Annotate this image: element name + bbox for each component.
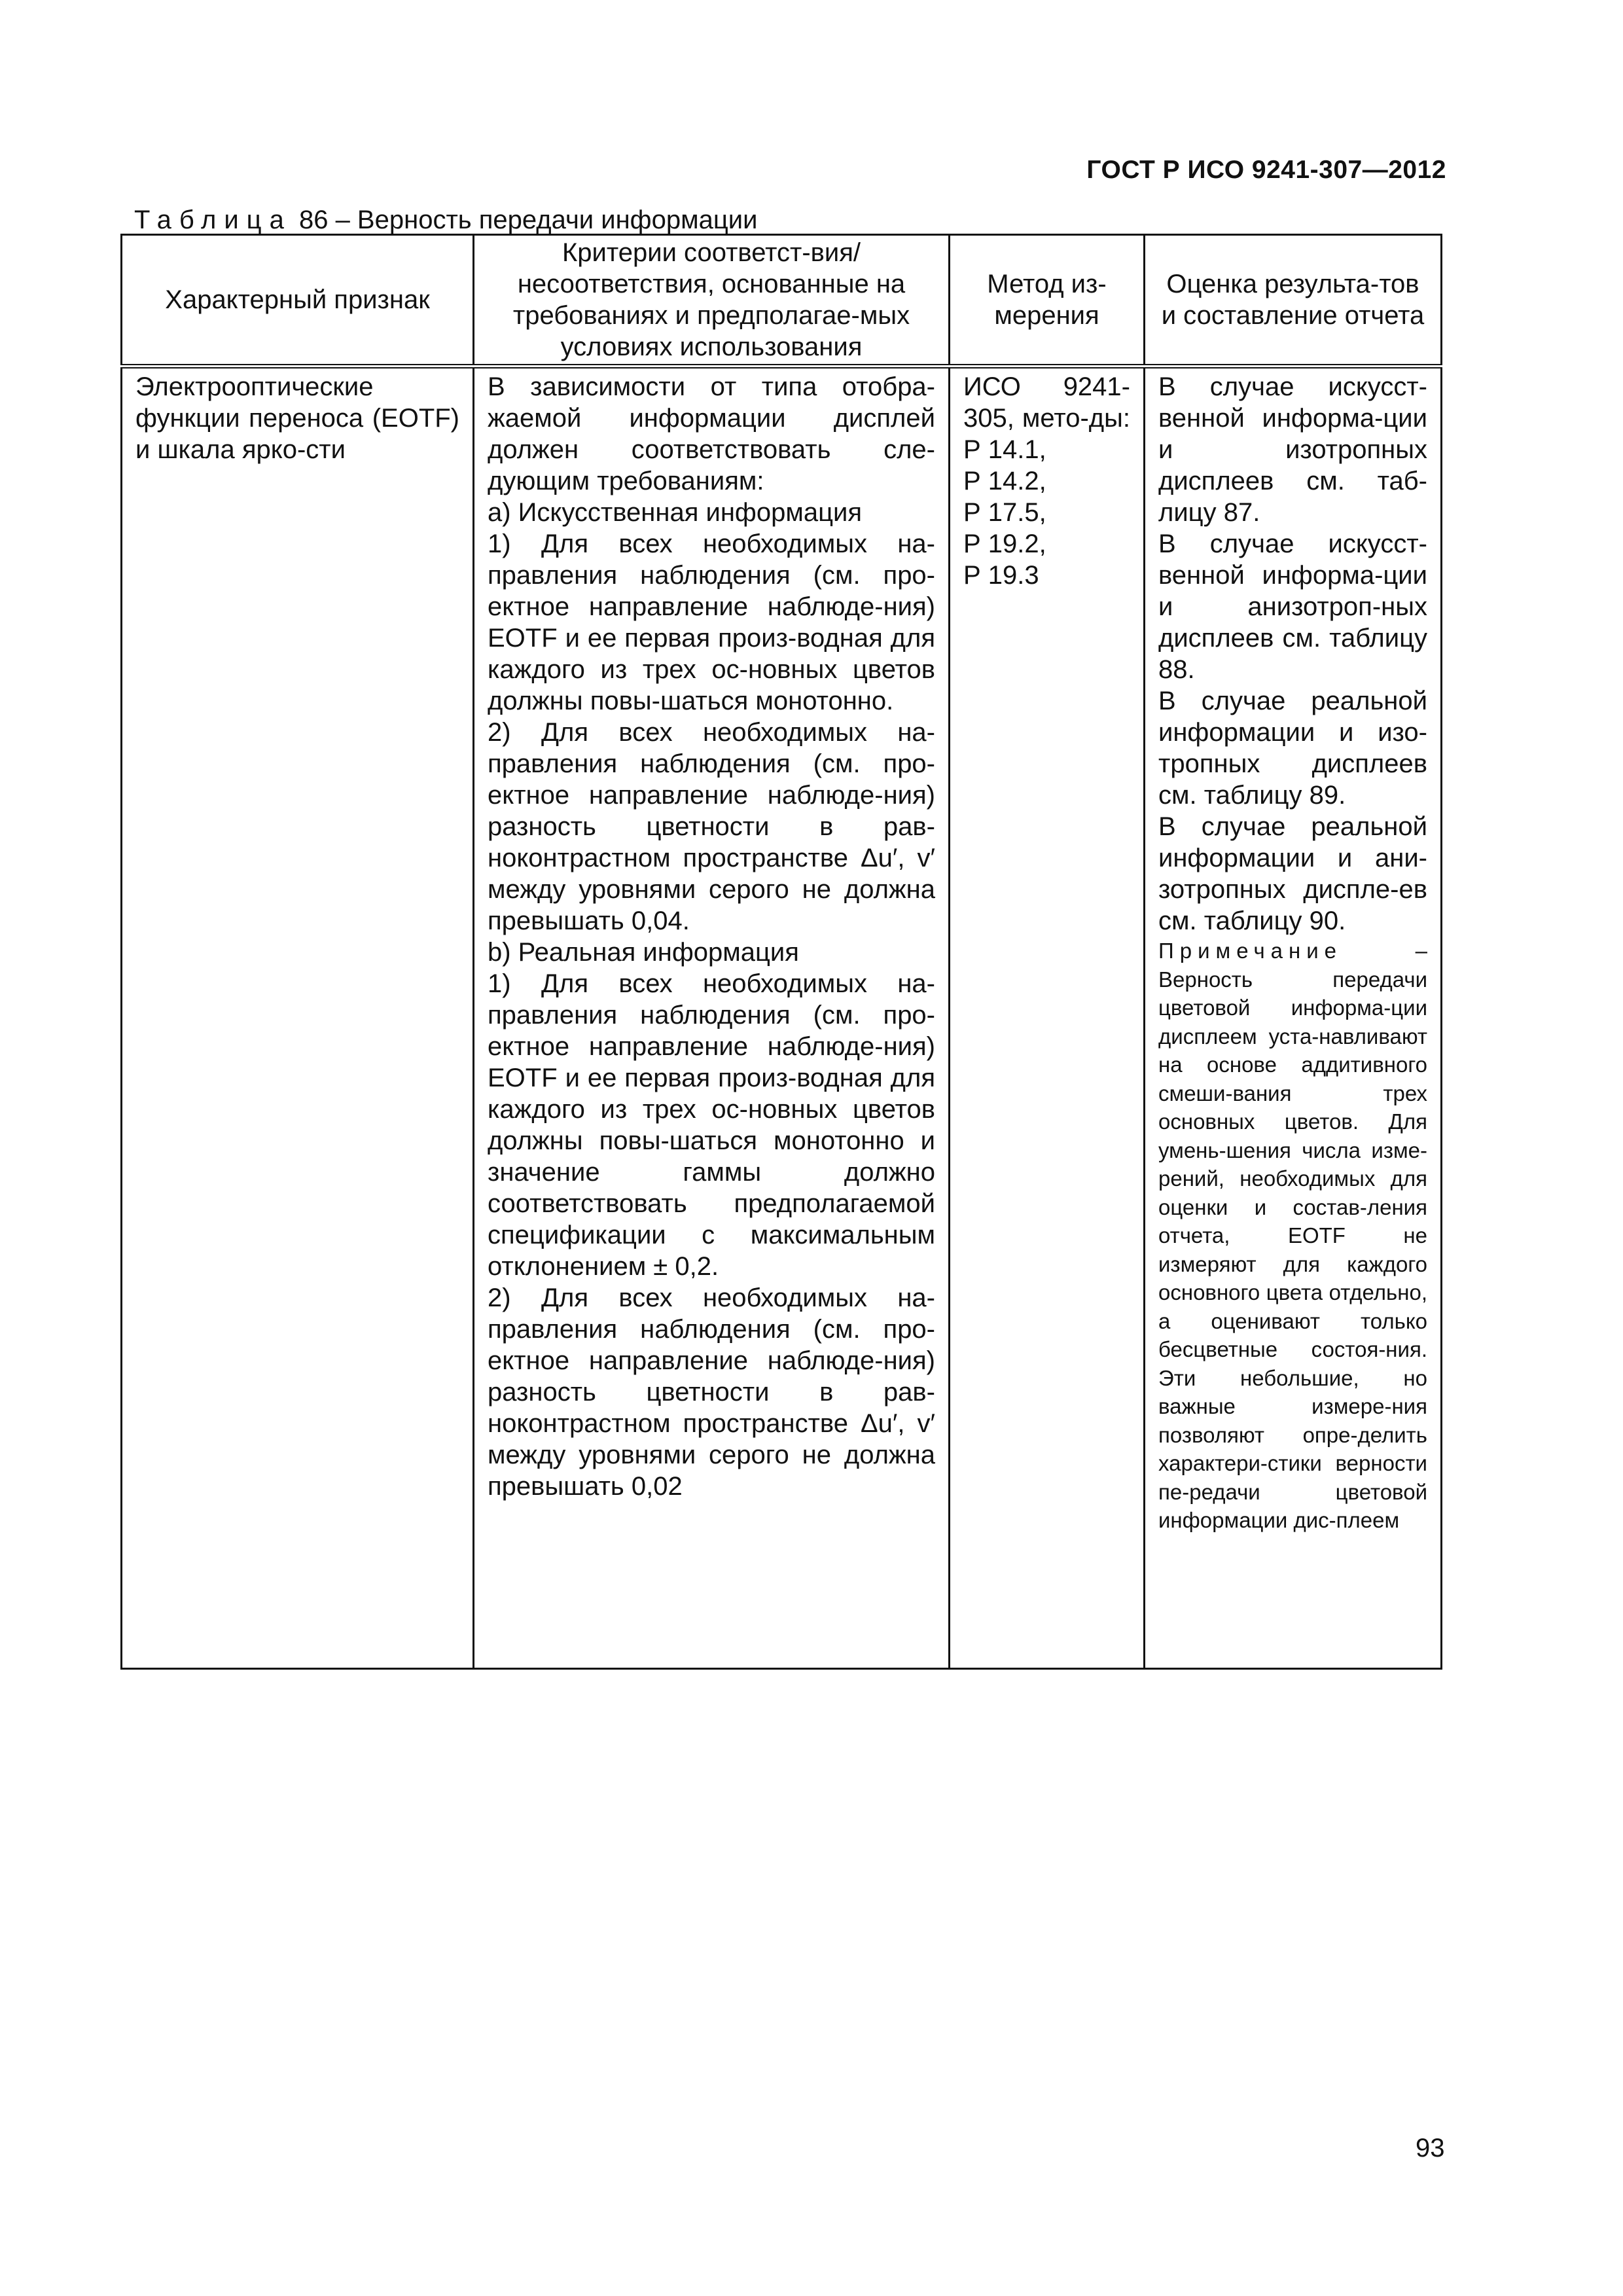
document-code: ГОСТ Р ИСО 9241-307—2012 xyxy=(1086,156,1446,184)
table-row xyxy=(122,367,1442,1669)
criteria-a-title: a) Искусственная информация xyxy=(488,498,862,527)
cell-evaluation xyxy=(1145,367,1442,1669)
table-header-row xyxy=(122,235,1442,367)
table-caption-text: 86 – Верность передачи информации xyxy=(298,206,758,234)
method-line: Р 19.3 xyxy=(963,561,1039,590)
criteria-b1: 1) Для всех необходимых на-правления наблюдения (см. про-ектное направление наблюде-ния) EOTF и ее первая произ-водная для каждого из трех ос-новных цветов должны повы-шаться монотонно и значение гаммы должно соответствовать предполагаемой спецификации с максимальным отклонением ± 0,2. xyxy=(488,969,935,1281)
table-caption-label: Таблица xyxy=(134,206,292,234)
cell-method xyxy=(950,367,1145,1669)
method-line: Р 17.5, xyxy=(963,498,1046,527)
criteria-a1: 1) Для всех необходимых на-правления наблюдения (см. про-ектное направление наблюде-ния) EOTF и ее первая произ-водная для каждого из трех ос-новных цветов должны повы-шаться монотонно. xyxy=(488,529,935,715)
column-header-method: Метод из-мерения xyxy=(950,235,1145,367)
column-header-criteria: Критерии соответст-вия/несоответствия, основанные на требованиях и предполагае-мых условиях использования xyxy=(474,235,950,367)
fidelity-table xyxy=(120,234,1442,1670)
cell-feature: Электрооптические функции переноса (EOTF) и шкала ярко-сти xyxy=(122,367,474,1669)
note-text: – Верность передачи цветовой информа-ции дисплеем уста-навливают на основе аддитивного смеши-вания трех основных цветов. Для умень-шения числа изме-рений, необходимых для оценки и состав-ления отчета, EOTF не измеряют для каждого основного цвета отдельно, а оценивают только бесцветные состоя-ния. Эти небольшие, но важные измере-ния позволяют опре-делить характери-стики верности пе-редачи цветовой информации дис-плеем xyxy=(1158,939,1427,1532)
criteria-a2: 2) Для всех необходимых на-правления наблюдения (см. про-ектное направление наблюде-ния) разность цветности в рав-ноконтрастном пространстве Δu′, v′ между уровнями серого не должна превышать 0,04. xyxy=(488,718,935,935)
method-line: ИСО 9241-305, мето-ды: Р 14.1, xyxy=(963,372,1130,464)
evaluation-item: В случае искусст-венной информа-ции и изотропных дисплеев см. таб-лицу 87. xyxy=(1158,372,1427,527)
criteria-b2: 2) Для всех необходимых на-правления наблюдения (см. про-ектное направление наблюде-ния) разность цветности в рав-ноконтрастном пространстве Δu′, v′ между уровнями серого не должна превышать 0,02 xyxy=(488,1283,935,1501)
column-header-feature: Характерный признак xyxy=(122,235,474,367)
evaluation-note xyxy=(1158,937,1427,1535)
evaluation-item: В случае реальной информации и изо-тропных дисплеев см. таблицу 89. xyxy=(1158,687,1427,810)
criteria-b-title: b) Реальная информация xyxy=(488,938,799,967)
cell-criteria xyxy=(474,367,950,1669)
page-number: 93 xyxy=(1416,2134,1445,2162)
evaluation-item: В случае реальной информации и ани-зотропных диспле-ев см. таблицу 90. xyxy=(1158,812,1427,935)
evaluation-item: В случае искусст-венной информа-ции и анизотроп-ных дисплеев см. таблицу 88. xyxy=(1158,529,1427,684)
method-line: Р 19.2, xyxy=(963,529,1046,558)
note-label: Примечание xyxy=(1158,939,1343,963)
method-line: Р 14.2, xyxy=(963,467,1046,495)
table-caption xyxy=(134,205,757,235)
column-header-evaluation: Оценка результа-тов и составление отчета xyxy=(1145,235,1442,367)
criteria-intro: В зависимости от типа отобра-жаемой информации дисплей должен соответствовать сле-дующим требованиям: xyxy=(488,372,935,495)
